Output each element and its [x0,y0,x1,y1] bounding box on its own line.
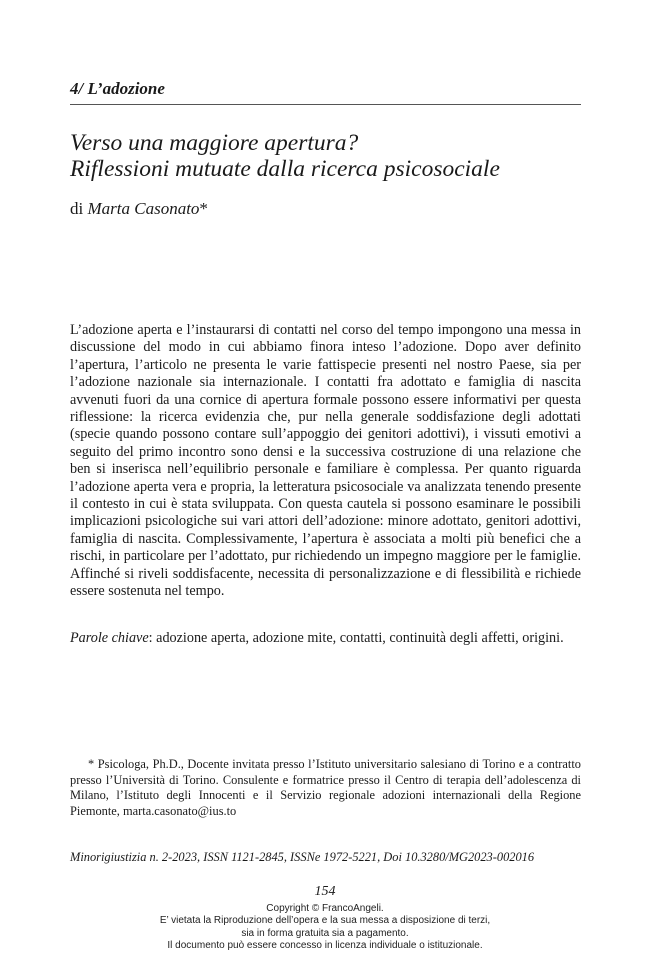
header-rule [70,104,581,105]
keywords-list: : adozione aperta, adozione mite, contatti, continuità degli affetti, origini. [148,630,564,646]
title-line-2: Riflessioni mutuate dalla ricerca psicosociale [70,156,500,182]
section-label: 4/ L’adozione [70,79,165,98]
abstract: L’adozione aperta e l’instaurarsi di contatti nel corso del tempo impongono una messa in discussione del modo in cui abbiamo finora inteso l’adozione. Dopo aver definito l’apertura, l’articolo ne presenta le varie fattispecie presenti nel nostro Paese, sia per l’adozione nazionale sia internazionale. I contatti fra adottato e famiglia di nascita avvenuti fuori da una cornice di apertura formale possono essere informativi per questa riflessione: la ricerca evidenzia che, pur nella generale soddisfazione degli adottati (specie quando possono contare sull’appoggio dei genitori adottivi), i vissuti emotivi a seguito del primo incontro sono densi e la successiva costruzione di una relazione che ben si inserisca nell’equilibrio personale e familiare è complessa. Per quanto riguarda l’adozione aperta vera e propria, la letteratura psicosociale va analizzata tenendo presente il contesto in cui è stata sviluppata. Con questa cautela si possono esaminare le possibili implicazioni psicologiche sui vari attori dell’adozione: minore adottato, genitori adottivi, famiglia di nascita. Complessivamente, l’apertura è associata a molti più benefici che a rischi, in particolare per l’adottato, pur richiedendo un impegno maggiore per le famiglie. Affinché si riveli soddisfacente, necessita di personalizzazione e di flessibilità e richiede essere sostenuta nel tempo. [70,322,581,600]
copyright-line-3: sia in forma gratuita sia a pagamento. [241,927,409,939]
keywords [70,630,581,647]
author-footnote-mark: * [199,199,208,218]
journal-citation: Minorigiustizia n. 2-2023, ISSN 1121-2845, ISSNe 1972-5221, Doi 10.3280/MG2023-002016 [70,850,535,864]
copyright-notice [0,903,650,952]
title-line-1: Verso una maggiore apertura? [70,130,359,156]
copyright-line-4: Il documento può essere concesso in licenza individuale o istituzionale. [167,939,483,951]
article-title [70,130,590,182]
author-name: Marta Casonato [87,199,200,218]
page-number: 154 [314,884,336,899]
copyright-line-1: Copyright © FrancoAngeli. [266,903,384,914]
keywords-label: Parole chiave [70,630,149,646]
author-prefix: di [70,199,88,218]
copyright-line-2: E’ vietata la Riproduzione dell’opera e la sua messa a disposizione di terzi, [159,915,491,927]
author-line [70,199,208,219]
author-footnote: * Psicologa, Ph.D., Docente invitata presso l’Istituto universitario salesiano di Torino e a contratto presso l’Università di Torino. Consulente e formatrice presso il Centro di terapia dell’adolescenza di Milano, l’Istituto degli Innocenti e il Servizio regionale adozioni internazionali della Regione Piemonte, marta.casonato@ius.to [70,757,581,818]
